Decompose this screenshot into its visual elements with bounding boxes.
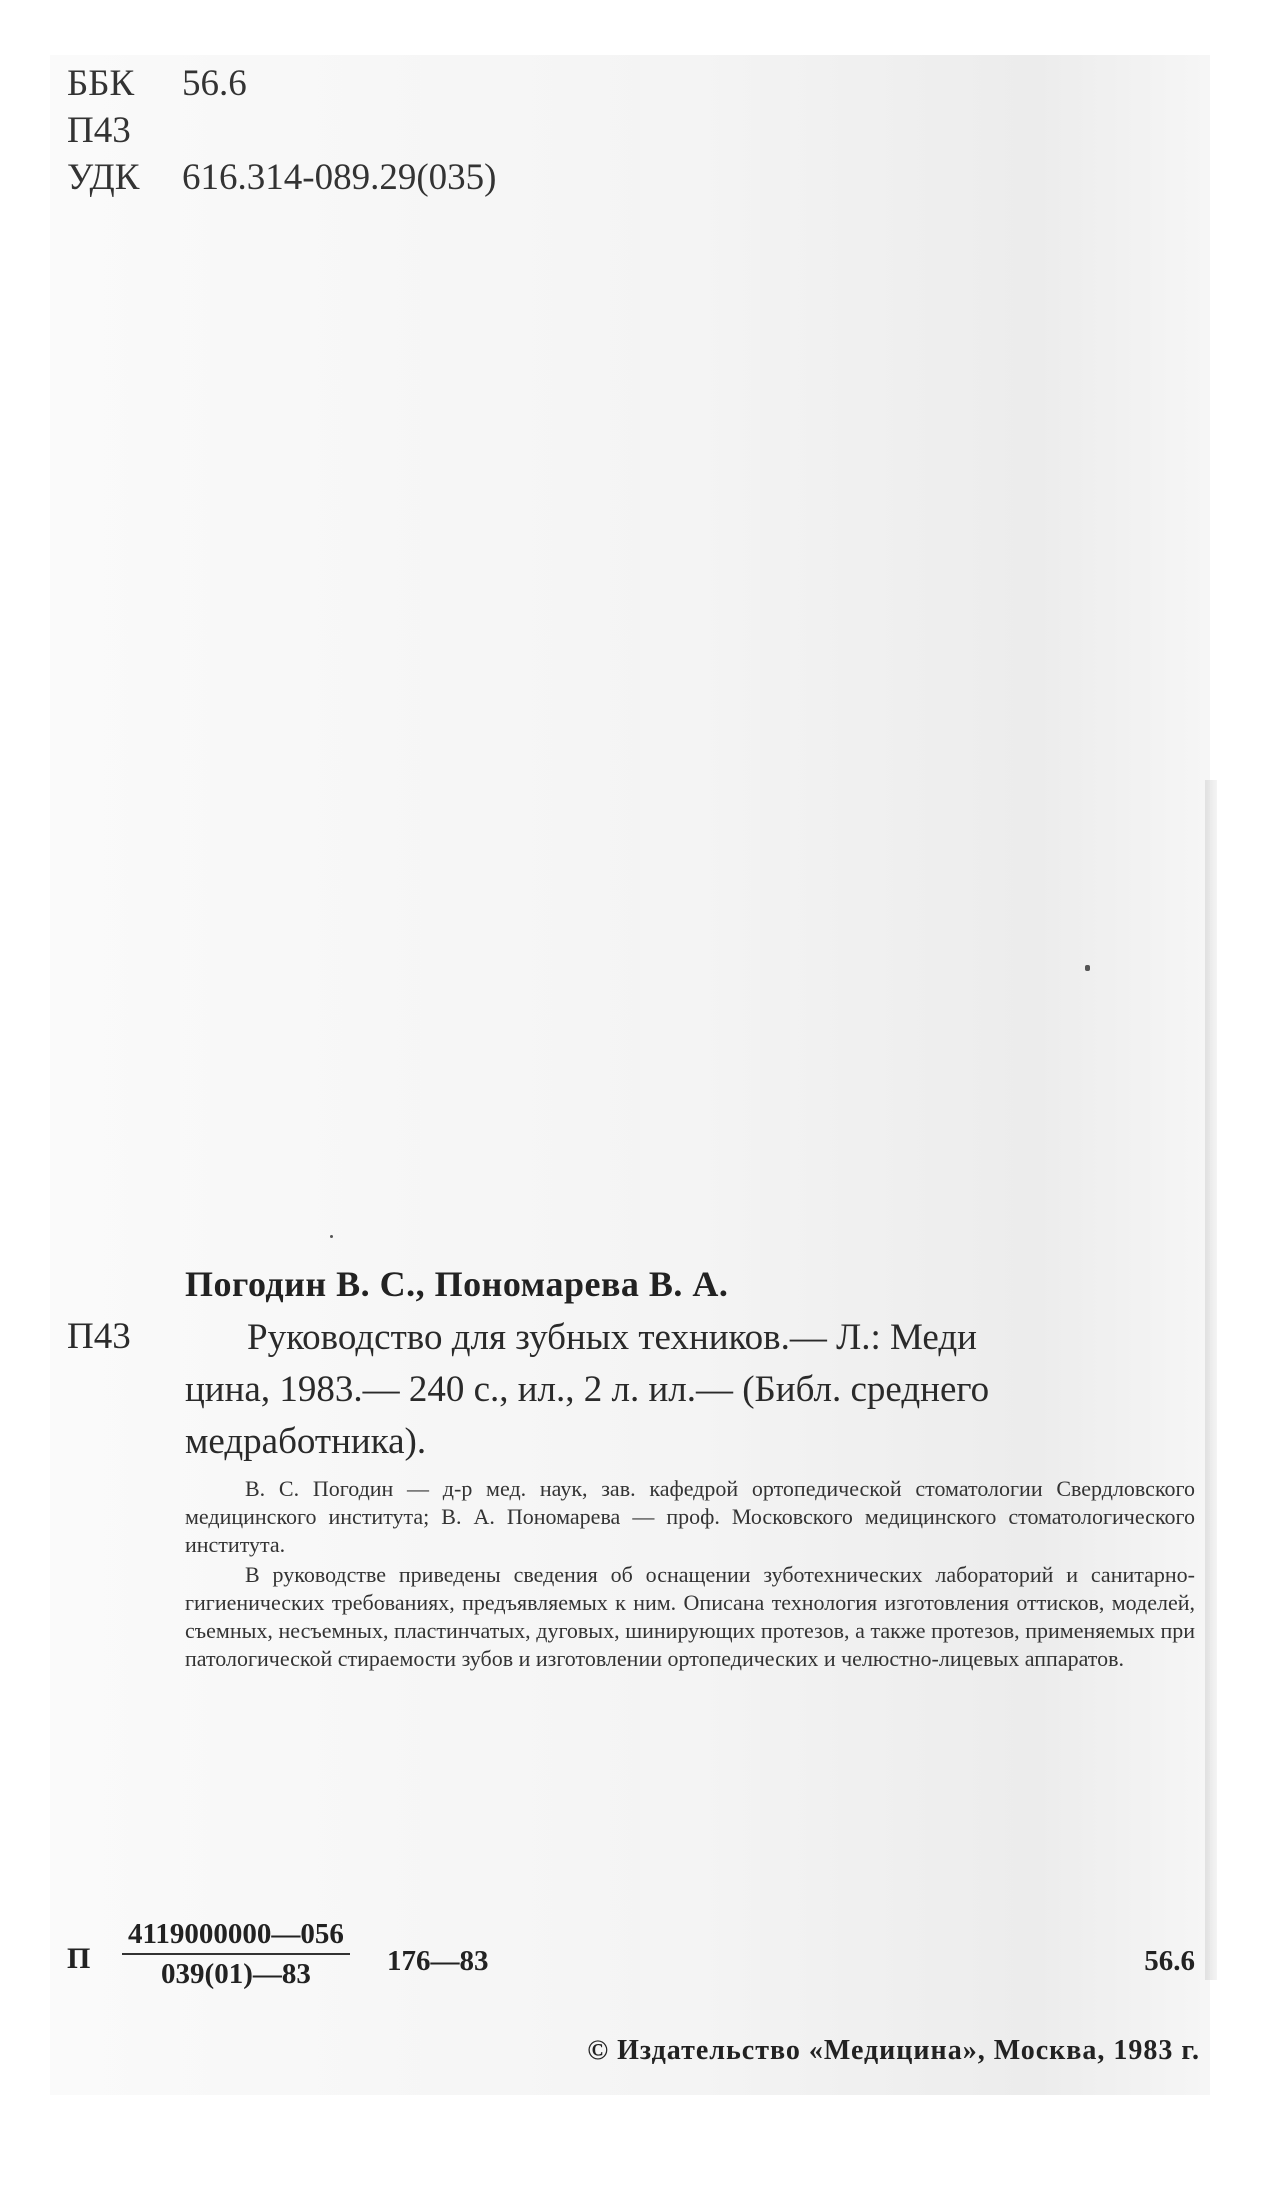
classification-row-udk bbox=[67, 154, 496, 201]
imprint-order-number: 176—83 bbox=[387, 1945, 489, 1977]
copyright-line: © Издательство «Медицина», Москва, 1983 г. bbox=[587, 2035, 1200, 2066]
scan-speck bbox=[330, 1235, 333, 1238]
classification-value: 56.6 bbox=[182, 63, 247, 104]
classification-block bbox=[67, 60, 496, 201]
annotation bbox=[185, 1475, 1195, 1673]
scan-speck bbox=[1085, 965, 1090, 971]
classification-row-bbk bbox=[67, 60, 496, 107]
description-line: Руководство для зубных техников.— Л.: Меди bbox=[247, 1317, 977, 1358]
entry-description bbox=[185, 1312, 1195, 1468]
imprint-fraction bbox=[122, 1918, 350, 1991]
description-line: цина, 1983.— 240 с., ил., 2 л. ил.— (Библ. среднего bbox=[185, 1369, 990, 1410]
imprint-letter: П bbox=[67, 1942, 91, 1975]
annotation-summary: В руководстве приведены сведения об оснащении зуботехнических лабораторий и санитарно-гигиенических требованиях, предъявляемых к ним. Описана технология изготовления оттисков, моделей, съемных, несъемных, пластинчатых, дуговых, шинирующих протезов, а также протезов, применяемых при патологической стираемости зубов и изготовлении ортопедических и челюстно-лицевых аппаратов. bbox=[185, 1562, 1195, 1671]
entry-authors: Погодин В. С., Пономарева В. А. bbox=[185, 1264, 729, 1304]
page-background bbox=[50, 55, 1210, 2095]
entry-code: П43 bbox=[67, 1316, 131, 1357]
classification-row-code bbox=[67, 107, 496, 154]
description-line: медработника). bbox=[185, 1421, 427, 1462]
classification-label: УДК bbox=[67, 157, 140, 198]
imprint-line bbox=[67, 1918, 1207, 2008]
imprint-bbk: 56.6 bbox=[1144, 1945, 1195, 1977]
imprint-denominator: 039(01)—83 bbox=[161, 1958, 311, 1990]
classification-label: ББК bbox=[67, 63, 135, 104]
page-edge-shadow bbox=[1205, 780, 1217, 1980]
classification-value: 616.314-089.29(035) bbox=[182, 157, 497, 198]
annotation-authors-info: В. С. Погодин — д-р мед. наук, зав. кафедрой ортопедической стоматологии Свердловского медицинского института; В. А. Пономарева — проф. Московского медицинского стоматологического института. bbox=[185, 1476, 1195, 1557]
imprint-numerator: 4119000000—056 bbox=[122, 1918, 350, 1955]
classification-label: П43 bbox=[67, 110, 131, 151]
